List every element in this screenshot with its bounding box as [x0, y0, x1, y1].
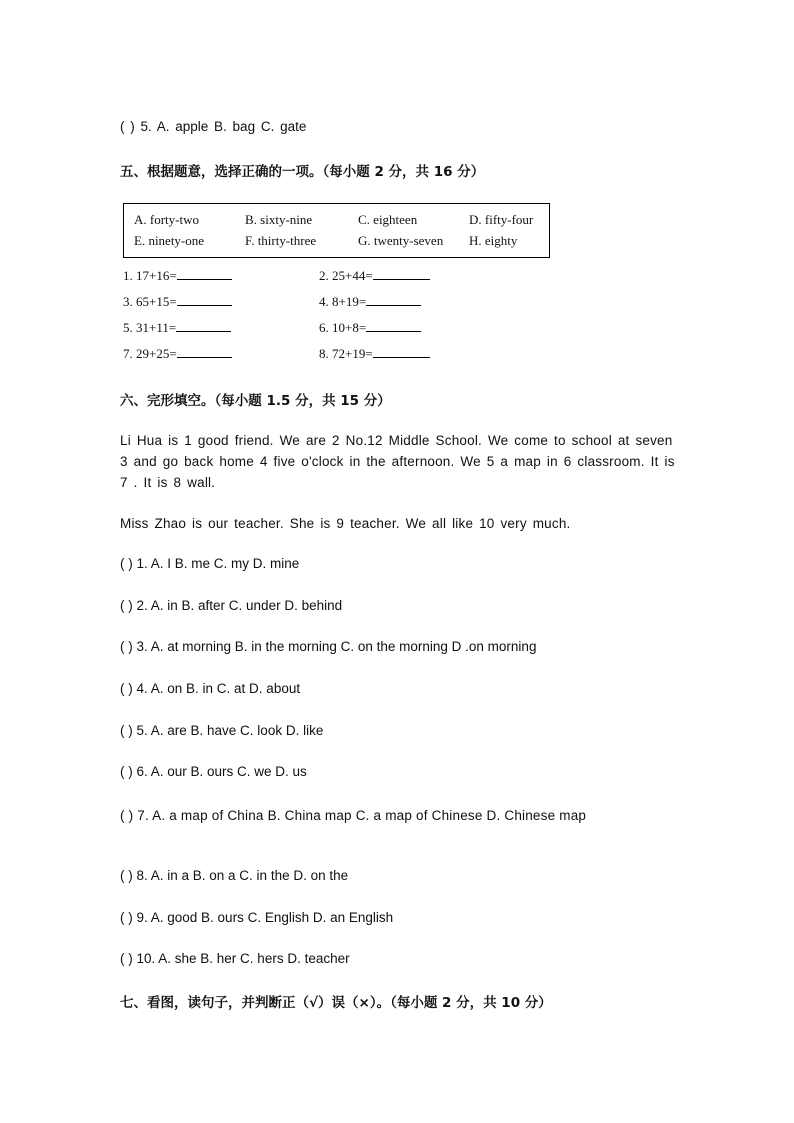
answer-blank[interactable] — [373, 345, 430, 358]
answer-blank[interactable] — [176, 319, 231, 332]
cloze-question-8: ( ) 8. A. in a B. on a C. in the D. on the — [120, 868, 349, 883]
option-g: G. twenty-seven — [358, 233, 444, 248]
answer-blank[interactable] — [366, 293, 421, 306]
cloze-question-6: ( ) 6. A. our B. ours C. we D. us — [120, 764, 307, 779]
section-7-heading: 七、看图，读句子，并判断正（√）误（×）。（每小题 2 分，共 10 分） — [120, 995, 552, 1011]
calc-item-2 — [319, 267, 430, 284]
question-5-pronunciation: ( ) 5. A. apple B. bag C. gate — [120, 119, 307, 134]
calc-item-3 — [123, 293, 232, 310]
answer-blank[interactable] — [373, 267, 430, 280]
cloze-question-5: ( ) 5. A. are B. have C. look D. like — [120, 723, 324, 738]
option-d: D. fifty-four — [469, 212, 534, 227]
answer-blank[interactable] — [366, 319, 421, 332]
calc-label: 1. 17+16= — [123, 268, 177, 283]
section-5-heading: 五、根据题意，选择正确的一项。（每小题 2 分，共 16 分） — [120, 164, 485, 180]
calc-item-7 — [123, 345, 232, 362]
calc-label: 4. 8+19= — [319, 294, 367, 309]
calc-label: 8. 72+19= — [319, 346, 373, 361]
cloze-passage-1: Li Hua is 1 good friend. We are 2 No.12 Middle School. We come to school at seven 3 and go back home 4 five o'clock in the afternoon. We 5 a map in 6 classroom. It is 7 . It is 8 wall. — [120, 433, 675, 490]
option-f: F. thirty-three — [245, 233, 317, 248]
answer-blank[interactable] — [177, 293, 232, 306]
calc-item-1 — [123, 267, 232, 284]
options-box — [123, 203, 550, 258]
cloze-question-10: ( ) 10. A. she B. her C. hers D. teacher — [120, 951, 350, 966]
calc-label: 2. 25+44= — [319, 268, 373, 283]
calc-item-4 — [319, 293, 421, 310]
option-e: E. ninety-one — [134, 233, 205, 248]
calc-item-5 — [123, 319, 231, 336]
option-b: B. sixty-nine — [245, 212, 313, 227]
cloze-question-3: ( ) 3. A. at morning B. in the morning C. on the morning D .on morning — [120, 639, 537, 654]
calc-label: 5. 31+11= — [123, 320, 177, 335]
cloze-question-7: ( ) 7. A. a map of China B. China map C. a map of Chinese D. Chinese map — [120, 808, 587, 823]
cloze-question-2: ( ) 2. A. in B. after C. under D. behind — [120, 598, 343, 613]
option-h: H. eighty — [469, 233, 518, 248]
option-a: A. forty-two — [134, 212, 199, 227]
option-c: C. eighteen — [358, 212, 418, 227]
section-6-heading: 六、完形填空。（每小题 1.5 分，共 15 分） — [120, 393, 391, 409]
cloze-question-9: ( ) 9. A. good B. ours C. English D. an English — [120, 910, 394, 925]
calc-item-8 — [319, 345, 430, 362]
cloze-question-1: ( ) 1. A. I B. me C. my D. mine — [120, 556, 300, 571]
calc-item-6 — [319, 319, 421, 336]
cloze-question-4: ( ) 4. A. on B. in C. at D. about — [120, 681, 301, 696]
calc-label: 7. 29+25= — [123, 346, 177, 361]
calc-label: 3. 65+15= — [123, 294, 177, 309]
answer-blank[interactable] — [177, 267, 232, 280]
calc-label: 6. 10+8= — [319, 320, 367, 335]
answer-blank[interactable] — [177, 345, 232, 358]
cloze-passage-2: Miss Zhao is our teacher. She is 9 teacher. We all like 10 very much. — [120, 516, 571, 531]
